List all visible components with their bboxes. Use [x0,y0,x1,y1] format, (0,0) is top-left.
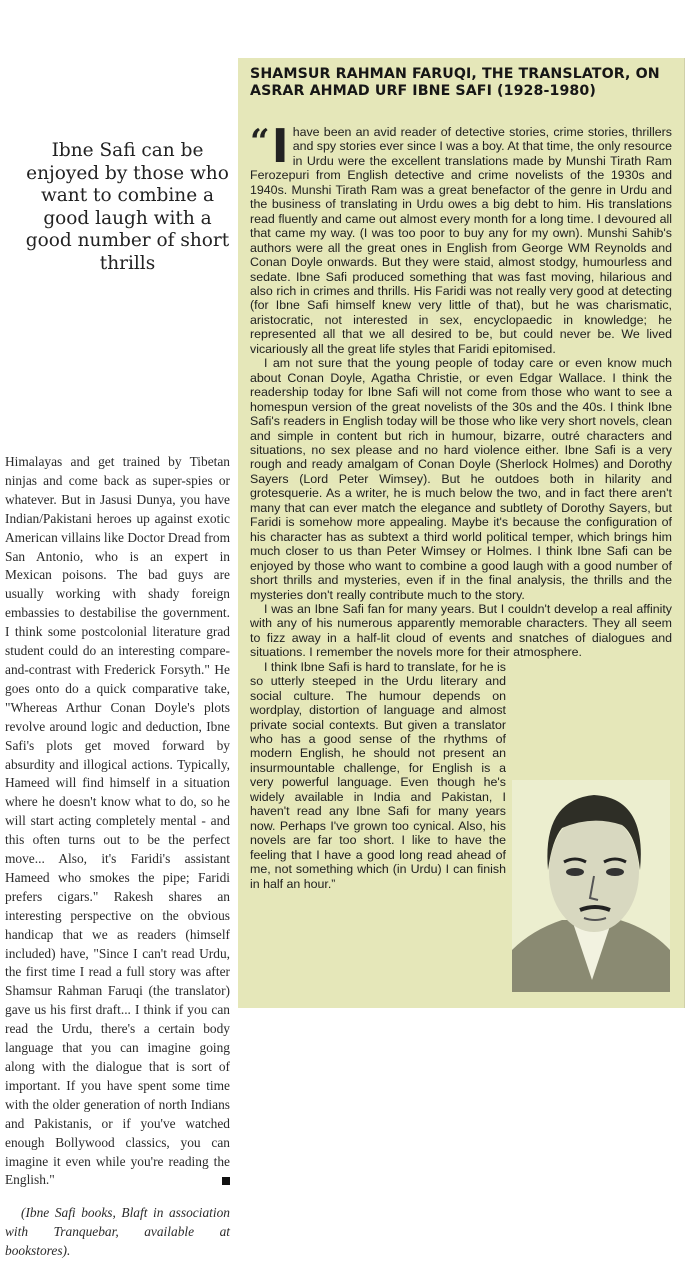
sidebar-paragraph: I am not sure that the young people of today care or even know much about Conan Doyle, Agatha Christie, or even Edgar Wallace. I think the readership today for Ibne Safi will not come from those who want to see a homespun version of the great novelists of the 30s and the 40s. I think Ibne Safi's readers in English today will be those who like very short novels, clean and simple in content but rich in humour, bizarre, outré characters and situations, no sex please and no hard violence either. Ibne Safi is a very rough and ready amalgam of Conan Doyle (Sherlock Holmes) and Dorothy Sayers (Lord Peter Wimsey). But he outdoes both in hilarity and grotesquerie. As a writer, he is much below the two, and in fact there aren't many that can ever match the elegance and subtlety of Dorothy Sayers, but Faridi is somehow more appealing. Maybe it's because the configuration of his character has as subtext a third world political temper, which brings him much closer to us than Peter Wimsey or Holmes. I think Ibne Safi can be enjoyed by those who want to combine a good laugh with a good number of short thrills and mysteries, even if in the final analysis, the thrills and the mysteries don't really contribute much to the story. [250,356,672,602]
article-body: Himalayas and get trained by Tibetan ninjas and come back as super-spies or whatever. But in Jasusi Dunya, you have Indian/Pakistani heroes up against exotic American villains like Doctor Dread from San Antonio, who is an expert in Mexican poisons. The bad guys are usually working with shady foreign embassies to destabilise the government. I think some postcolonial literature grad student could do an interesting compare-and-contrast with Frederick Forsyth." He goes onto do a quick comparative take, "Whereas Arthur Conan Doyle's plots revolve around logic and deduction, Ibne Safi's plots get moved forward by absurdity and illogical actions. Typically, Hameed will find himself in a situation where he doesn't know what to do, so he will start acting completely mental - and this often turns out to be the perfect move... Also, it's Faridi's assistant Hameed who smokes the pipe; Faridi prefers cigars." Rakesh shares an interesting perspective on the obvious handicap that we as readers (himself included) have, "Since I can't read Urdu, the first time I read a full story was after Shamsur Rahman Faruqi (the translator) gave us his first draft... I think if you can read the Urdu, there's a certain body language that you can imagine going along with the dialogue that is sort of important. If you have spent some time with the older generation of north Indians and Pakistanis, or if you've watched enough Bollywood classics, you can imagine it even while you're reading the English." [5,454,230,1188]
end-mark-icon [222,1177,230,1185]
left-column [5,453,230,1261]
sidebar-paragraph [250,119,672,356]
portrait-image [512,780,670,992]
paragraph-text: I think Ibne Safi is hard to translate, for he is so utterly steeped in the Urdu literary and social culture. The humour depends on wordplay, distortion of language and almost private social contexts. But given a translator who has a good sense of the rhythms of modern English, he should not present an insurmountable challenge, for English is a very powerful language. Even though he's widely available in India and Pakistan, I haven't read any Ibne Safi for many years now. Perhaps I've grown too cynical. Also, his novels are far too short. I like to have the feeling that I have a good long read ahead of me, not something which (in Urdu) I can finish in half an hour.” [250,659,506,891]
drop-cap: I [271,119,289,173]
portrait-sketch-icon [512,780,670,992]
sidebar-paragraph: I was an Ibne Safi fan for many years. But I couldn't develop a real affinity with any of his numerous apparently memorable characters. They all seem to fizz away in a half-lit cloud of events and snatches of dialogues and situations. I remember the novels more for their atmosphere. [250,601,672,660]
pull-quote: Ibne Safi can be enjoyed by those who want to combine a good laugh with a good number of short thrills [25,140,230,274]
paragraph-text: have been an avid reader of detective stories, crime stories, thrillers and spy stories ever since I was a boy. At that time, the only resource in Urdu were the excellent translations made by Munshi Tirath Ram Ferozepuri from English detective and crime novelists of the 1930s and 1940s. Munshi Tirath Ram was a great benefactor of the genre in Urdu and the business of translating in Urdu owes a big debt to him. His translations read fluently and came out almost every month for a long time. I devoured all that came my way. (I was too poor to buy any for my own). Munshi Sahib's authors were all the great ones in English from George WM Reynolds and Conan Doyle onwards. But they were staid, almost stodgy, humourless and sedate. Ibne Safi produced something that was fast moving, hilarious and also rich in crimes and thrills. His Faridi was not really very good at detecting (for Ibne Safi himself knew very little of that), but he was charismatic, aristocratic, not interested in sex, encyclopaedic in knowledge; he represented all that we all desired to be, but could never be. We lived vicariously all the great life styles that Faridi epitomised. [250,125,672,356]
sidebar-title: SHAMSUR RAHMAN FARUQI, THE TRANSLATOR, ON ASRAR AHMAD URF IBNE SAFI (1928-1980) [250,66,660,99]
open-quote-mark: “ [250,122,270,162]
article-body-text [5,453,230,1190]
sidebar-text [250,119,672,894]
book-credit: (Ibne Safi books, Blaft in association with Tranquebar, available at bookstores). [5,1205,230,1259]
